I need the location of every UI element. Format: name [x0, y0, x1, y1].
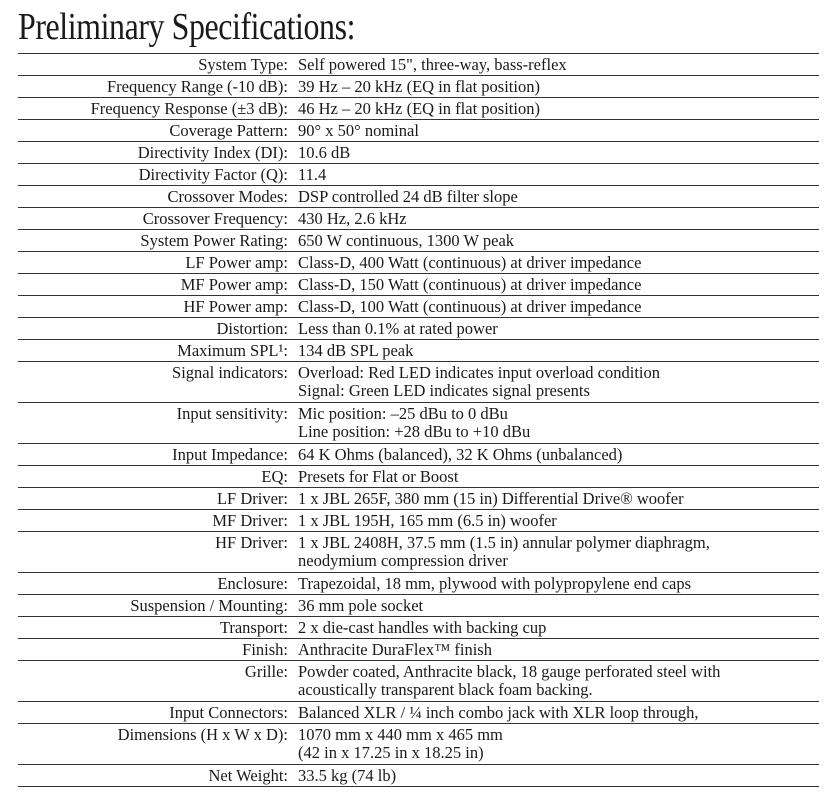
table-row	[18, 510, 819, 532]
spec-value	[296, 724, 819, 765]
table-row	[18, 340, 819, 362]
spec-label: HF Power amp:	[183, 297, 288, 316]
spec-label: Signal indicators:	[172, 363, 288, 382]
table-row	[18, 488, 819, 510]
spec-value: 36 mm pole socket	[298, 596, 424, 615]
table-row	[18, 296, 819, 318]
table-row	[18, 208, 819, 230]
spec-value: 90° x 50° nominal	[298, 121, 419, 140]
spec-value: DSP controlled 24 dB filter slope	[298, 187, 518, 206]
table-row	[18, 120, 819, 142]
spec-value: 134 dB SPL peak	[298, 341, 414, 360]
table-row	[18, 54, 819, 76]
spec-label: Maximum SPL¹:	[177, 341, 288, 360]
table-row	[18, 617, 819, 639]
spec-value: 430 Hz, 2.6 kHz	[298, 209, 407, 228]
spec-value: Presets for Flat or Boost	[298, 467, 459, 486]
spec-value: Balanced XLR / ¼ inch combo jack with XLR loop through,	[298, 703, 699, 722]
spec-value: 1 x JBL 195H, 165 mm (6.5 in) woofer	[298, 511, 557, 530]
spec-label: MF Power amp:	[180, 275, 288, 294]
table-row	[18, 661, 819, 702]
spec-value: 64 K Ohms (balanced), 32 K Ohms (unbalanced)	[298, 445, 623, 464]
spec-value-line: 1070 mm x 440 mm x 465 mm	[298, 725, 503, 744]
spec-label: Frequency Range (-10 dB):	[107, 77, 288, 96]
spec-label: Suspension / Mounting:	[130, 596, 288, 615]
spec-label: Input sensitivity:	[176, 404, 288, 423]
spec-value: 33.5 kg (74 lb)	[298, 766, 397, 785]
spec-value: 11.4	[298, 165, 327, 184]
spec-label: MF Driver:	[212, 511, 288, 530]
spec-value	[296, 532, 819, 573]
spec-label: Grille:	[244, 662, 288, 681]
table-row	[18, 639, 819, 661]
table-row	[18, 362, 819, 403]
spec-label: Coverage Pattern:	[169, 121, 288, 140]
spec-label: Net Weight:	[208, 766, 288, 785]
spec-label: LF Power amp:	[185, 253, 288, 272]
table-row	[18, 532, 819, 573]
spec-label: Finish:	[242, 640, 288, 659]
table-row	[18, 466, 819, 488]
table-row	[18, 403, 819, 444]
spec-value: Self powered 15", three-way, bass-reflex	[298, 55, 567, 74]
spec-label: Crossover Frequency:	[142, 209, 288, 228]
table-row	[18, 318, 819, 340]
spec-value-line: acoustically transparent black foam backing.	[298, 680, 593, 699]
spec-value-line: Overload: Red LED indicates input overload condition	[298, 363, 660, 382]
table-row	[18, 765, 819, 787]
spec-value: Class-D, 400 Watt (continuous) at driver impedance	[298, 253, 642, 272]
spec-value: 46 Hz – 20 kHz (EQ in flat position)	[298, 99, 540, 118]
spec-value-line: (42 in x 17.25 in x 18.25 in)	[298, 743, 484, 762]
spec-value	[296, 362, 819, 403]
spec-label: Input Connectors:	[169, 703, 288, 722]
spec-value: Class-D, 150 Watt (continuous) at driver impedance	[298, 275, 642, 294]
spec-value: 1 x JBL 265F, 380 mm (15 in) Differential Drive® woofer	[298, 489, 684, 508]
table-row	[18, 142, 819, 164]
spec-value-line: Signal: Green LED indicates signal presents	[298, 381, 590, 400]
spec-value	[296, 661, 819, 702]
spec-label: Distortion:	[216, 319, 288, 338]
spec-label: Directivity Index (DI):	[137, 143, 288, 162]
spec-label: Input Impedance:	[172, 445, 288, 464]
table-row	[18, 724, 819, 765]
spec-value: 10.6 dB	[298, 143, 351, 162]
spec-value: Less than 0.1% at rated power	[298, 319, 498, 338]
table-row	[18, 595, 819, 617]
table-row	[18, 444, 819, 466]
table-row	[18, 164, 819, 186]
table-row	[18, 76, 819, 98]
table-row	[18, 252, 819, 274]
table-row	[18, 573, 819, 595]
spec-label: System Power Rating:	[140, 231, 288, 250]
spec-label: EQ:	[261, 467, 288, 486]
spec-value-line: Mic position: –25 dBu to 0 dBu	[298, 404, 508, 423]
spec-label: System Type:	[198, 55, 288, 74]
spec-value: 650 W continuous, 1300 W peak	[298, 231, 515, 250]
spec-value: 39 Hz – 20 kHz (EQ in flat position)	[298, 77, 540, 96]
spec-label: Dimensions (H x W x D):	[117, 725, 288, 744]
spec-label: HF Driver:	[215, 533, 288, 552]
page-title: Preliminary Specifications:	[18, 6, 356, 48]
table-row	[18, 702, 819, 724]
spec-label: Frequency Response (±3 dB):	[90, 99, 288, 118]
spec-value-line: neodymium compression driver	[298, 551, 508, 570]
spec-label: Crossover Modes:	[167, 187, 288, 206]
spec-label: Directivity Factor (Q):	[138, 165, 288, 184]
table-row	[18, 98, 819, 120]
spec-value	[296, 403, 819, 444]
spec-label: LF Driver:	[216, 489, 288, 508]
spec-label: Enclosure:	[217, 574, 288, 593]
spec-label: Transport:	[219, 618, 288, 637]
specifications-table	[18, 53, 819, 787]
spec-value-line: 1 x JBL 2408H, 37.5 mm (1.5 in) annular polymer diaphragm,	[298, 533, 710, 552]
table-row	[18, 274, 819, 296]
spec-value: Anthracite DuraFlex™ finish	[298, 640, 492, 659]
spec-value: Class-D, 100 Watt (continuous) at driver impedance	[298, 297, 642, 316]
table-row	[18, 230, 819, 252]
spec-value: 2 x die-cast handles with backing cup	[298, 618, 547, 637]
table-row	[18, 186, 819, 208]
spec-value-line: Powder coated, Anthracite black, 18 gauge perforated steel with	[298, 662, 721, 681]
spec-value-line: Line position: +28 dBu to +10 dBu	[298, 422, 531, 441]
spec-value: Trapezoidal, 18 mm, plywood with polypropylene end caps	[298, 574, 692, 593]
